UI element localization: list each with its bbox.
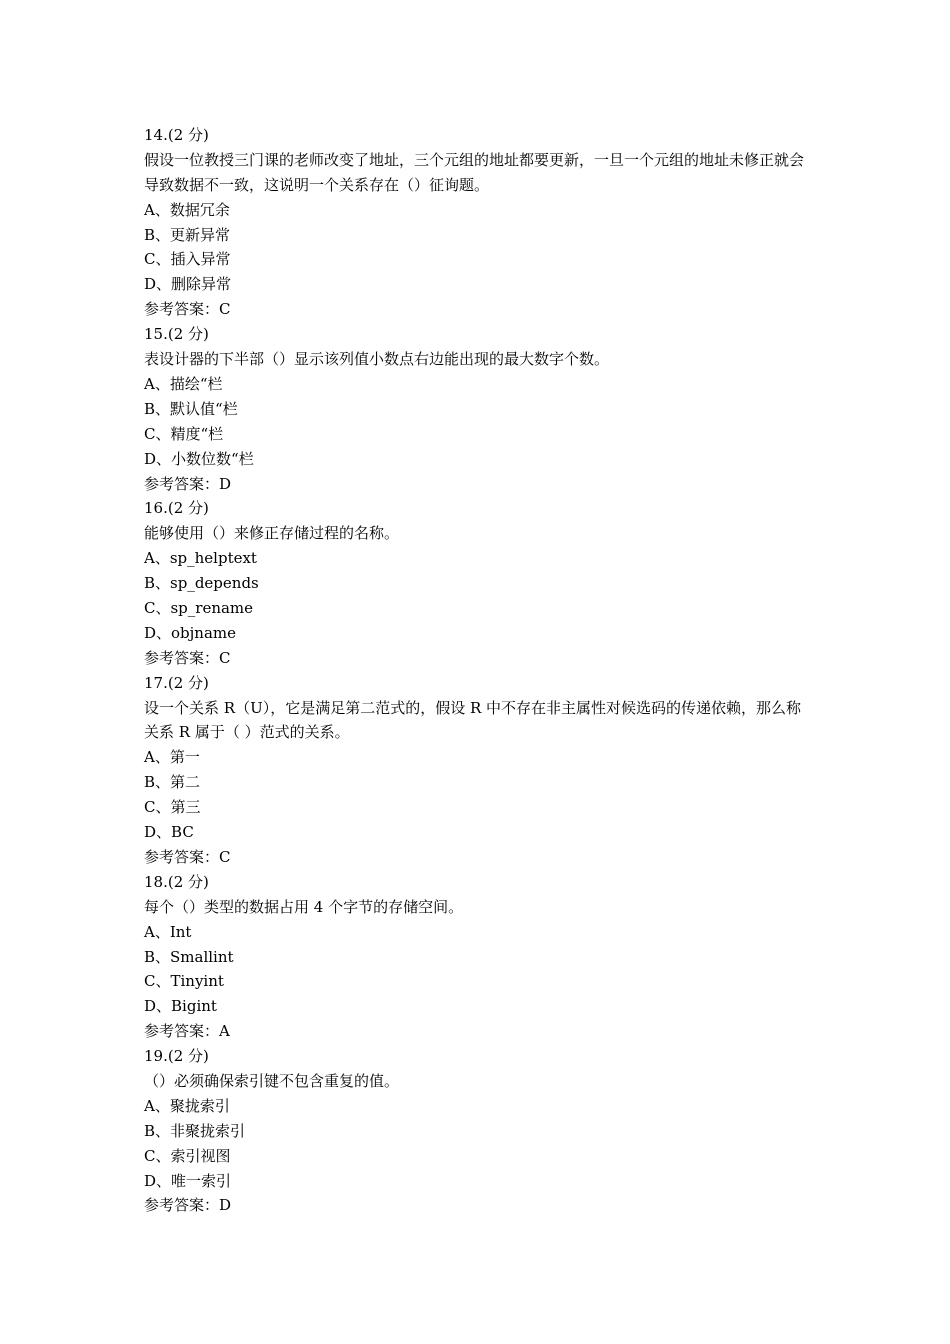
question-header: 16.(2 分) bbox=[144, 499, 209, 518]
option-c: C、插入异常 bbox=[144, 250, 231, 269]
option-b: B、更新异常 bbox=[144, 225, 231, 244]
question-19 bbox=[144, 1044, 814, 1218]
question-header: 15.(2 分) bbox=[144, 325, 209, 344]
question-stem: （）必须确保索引键不包含重复的值。 bbox=[144, 1071, 400, 1090]
option-b: B、Smallint bbox=[144, 947, 234, 966]
question-14 bbox=[144, 123, 814, 322]
option-a: A、Int bbox=[144, 922, 192, 941]
option-d: D、objname bbox=[144, 623, 237, 642]
option-c: C、精度“栏 bbox=[144, 424, 224, 443]
option-b: B、非聚拢索引 bbox=[144, 1121, 246, 1140]
question-stem: 能够使用（）来修正存储过程的名称。 bbox=[144, 524, 400, 543]
option-c: C、索引视图 bbox=[144, 1146, 231, 1165]
question-stem: 设一个关系 R（U），它是满足第二范式的，假设 R 中不存在非主属性对候选码的传递依赖，那么称关系 R 属于（ ）范式的关系。 bbox=[144, 698, 802, 742]
reference-answer: 参考答案：C bbox=[144, 300, 231, 319]
option-d: D、删除异常 bbox=[144, 275, 232, 294]
option-b: B、第二 bbox=[144, 773, 201, 792]
option-b: B、sp_depends bbox=[144, 574, 259, 593]
option-d: D、唯一索引 bbox=[144, 1171, 232, 1190]
option-a: A、聚拢索引 bbox=[144, 1096, 230, 1115]
option-c: C、sp_rename bbox=[144, 598, 254, 617]
option-d: D、BC bbox=[144, 823, 194, 842]
option-b: B、默认值“栏 bbox=[144, 399, 238, 418]
option-a: A、数据冗余 bbox=[144, 200, 230, 219]
question-stem: 表设计器的下半部（）显示该列值小数点右边能出现的最大数字个数。 bbox=[144, 350, 610, 369]
question-15 bbox=[144, 322, 814, 496]
question-header: 18.(2 分) bbox=[144, 872, 209, 891]
document-page bbox=[144, 123, 814, 1218]
reference-answer: 参考答案：C bbox=[144, 648, 231, 667]
option-a: A、sp_helptext bbox=[144, 549, 257, 568]
option-a: A、第一 bbox=[144, 748, 200, 767]
option-c: C、第三 bbox=[144, 798, 201, 817]
question-header: 17.(2 分) bbox=[144, 673, 209, 692]
question-stem: 假设一位教授三门课的老师改变了地址，三个元组的地址都要更新，一旦一个元组的地址未修正就会导致数据不一致，这说明一个关系存在（）征询题。 bbox=[144, 150, 805, 194]
option-c: C、Tinyint bbox=[144, 972, 224, 991]
option-d: D、Bigint bbox=[144, 997, 217, 1016]
option-d: D、小数位数“栏 bbox=[144, 449, 254, 468]
question-header: 19.(2 分) bbox=[144, 1047, 209, 1066]
question-stem: 每个（）类型的数据占用 4 个字节的存储空间。 bbox=[144, 897, 464, 916]
question-header: 14.(2 分) bbox=[144, 126, 209, 144]
reference-answer: 参考答案：A bbox=[144, 1022, 230, 1041]
reference-answer: 参考答案：C bbox=[144, 847, 231, 866]
question-17 bbox=[144, 671, 814, 870]
question-16 bbox=[144, 496, 814, 670]
reference-answer: 参考答案：D bbox=[144, 1196, 232, 1215]
reference-answer: 参考答案：D bbox=[144, 474, 232, 493]
question-18 bbox=[144, 870, 814, 1044]
option-a: A、描绘“栏 bbox=[144, 374, 223, 393]
